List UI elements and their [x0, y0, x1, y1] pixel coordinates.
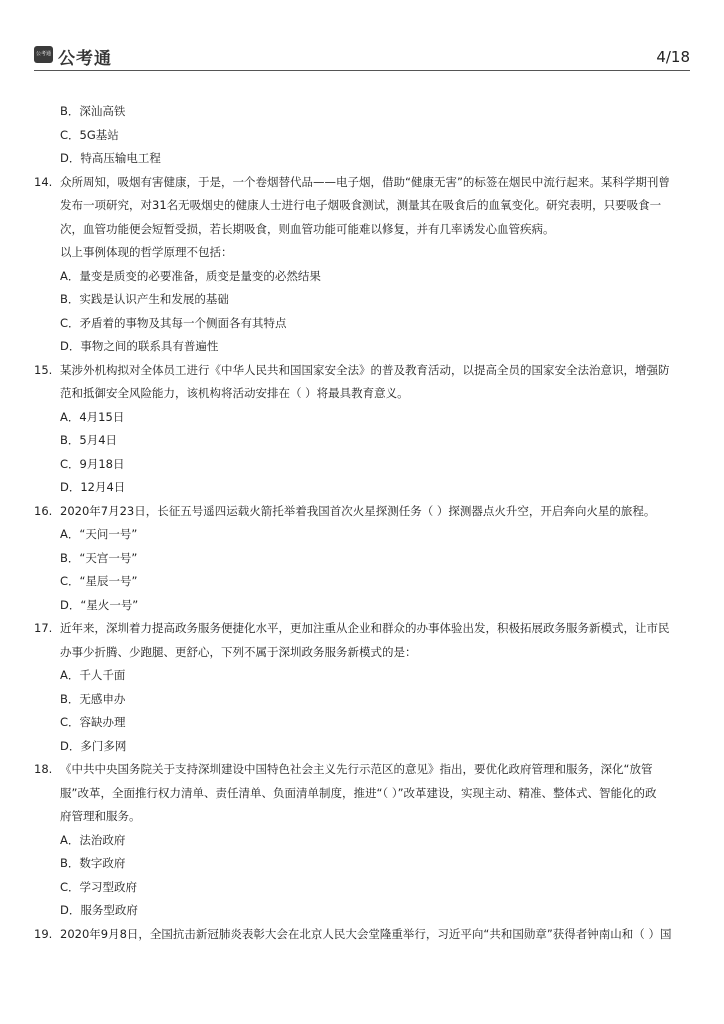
question-stem	[34, 926, 690, 950]
question-number: 14.	[34, 174, 53, 189]
stem-line: 发布一项研究，对31名无吸烟史的健康人士进行电子烟吸食测试，测量其在吸食后的血氧变化。研究表明，只要吸食一	[60, 198, 662, 212]
option: D．“星火一号”	[60, 597, 139, 612]
stem-line: 服”改革，全面推行权力清单、责任清单、负面清单制度，推进“（ ）”改革建设，实现主动、精准、整体式、智能化的政	[60, 785, 657, 800]
option: A．千人千面	[60, 668, 126, 682]
page-header	[34, 44, 690, 71]
stem-line: 众所周知，吸烟有害健康，于是，一个卷烟替代品——电子烟，借助“健康无害”的标签在烟民中流行起来。某科学期刊曾	[60, 174, 670, 189]
logo-text: 公考通	[35, 51, 51, 57]
option: C．5G基站	[60, 127, 119, 142]
question-stem	[34, 174, 690, 198]
question-stem	[34, 620, 690, 644]
option: C．9月18日	[60, 456, 125, 471]
stem-line: 近年来，深圳着力提高政务服务便捷化水平，更加注重从企业和群众的办事体验出发，积极拓展政务服务新模式，让市民	[60, 621, 670, 635]
question-stem	[34, 362, 690, 386]
brand-logo	[34, 46, 53, 63]
option: D．事物之间的联系具有普遍性	[60, 339, 219, 353]
stem-line: 办事少折腾、少跑腿、更舒心，下列不属于深圳政务服务新模式的是：	[60, 644, 417, 659]
option: C．学习型政府	[60, 879, 138, 894]
question-number: 17.	[34, 621, 53, 635]
stem-line: 某涉外机构拟对全体员工进行《中华人民共和国国家安全法》的普及教育活动，以提高全员的国家安全法治意识，增强防	[60, 362, 670, 377]
option: C．“星辰一号”	[60, 574, 138, 588]
option: D．服务型政府	[60, 903, 138, 917]
option: B．实践是认识产生和发展的基础	[60, 292, 229, 306]
option: D．多门多网	[60, 738, 127, 753]
option: A．“天问一号”	[60, 527, 138, 541]
stem-line: 2020年9月8日，全国抗击新冠肺炎表彰大会在北京人民大会堂隆重举行，习近平向“共和国勋章”获得者钟南山和（ ）国	[60, 926, 672, 941]
option: D．12月4日	[60, 480, 126, 494]
option: B．深汕高铁	[60, 104, 126, 118]
option: A．4月15日	[60, 409, 125, 424]
stem-line: 2020年7月23日，长征五号遥四运载火箭托举着我国首次火星探测任务（ ）探测器点火升空，开启奔向火星的旅程。	[60, 503, 656, 518]
question-number: 18.	[34, 762, 53, 776]
option: A．量变是质变的必要准备，质变是量变的必然结果	[60, 268, 321, 283]
option: A．法治政府	[60, 832, 126, 847]
stem-line: 《中共中央国务院关于支持深圳建设中国特色社会主义先行示范区的意见》指出，要优化政府管理和服务，深化“放管	[60, 762, 653, 776]
stem-line: 范和抵御安全风险能力，该机构将活动安排在（ ）将最具教育意义。	[60, 386, 409, 400]
question-number: 19.	[34, 926, 53, 941]
stem-line: 府管理和服务。	[60, 809, 141, 823]
question-number: 16.	[34, 503, 53, 518]
question-content	[34, 103, 690, 949]
option: B．无感申办	[60, 691, 126, 706]
page-number: 4/18	[656, 48, 690, 66]
option: D．特高压输电工程	[60, 151, 161, 165]
option: B．数字政府	[60, 856, 126, 870]
question-stem	[34, 761, 690, 785]
brand-name: 公考通	[58, 49, 112, 69]
option: C．矛盾着的事物及其每一个侧面各有其特点	[60, 315, 287, 330]
question-stem	[34, 503, 690, 527]
stem-line: 次，血管功能便会短暂受损，若长期吸食，则血管功能可能难以修复，并有几率诱发心血管疾病。	[60, 221, 555, 236]
option: B．5月4日	[60, 433, 118, 447]
question-number: 15.	[34, 362, 53, 377]
stem-line: 以上事例体现的哲学原理不包括：	[60, 245, 233, 259]
option: C．容缺办理	[60, 715, 126, 729]
option: B．“天宫一号”	[60, 550, 138, 565]
